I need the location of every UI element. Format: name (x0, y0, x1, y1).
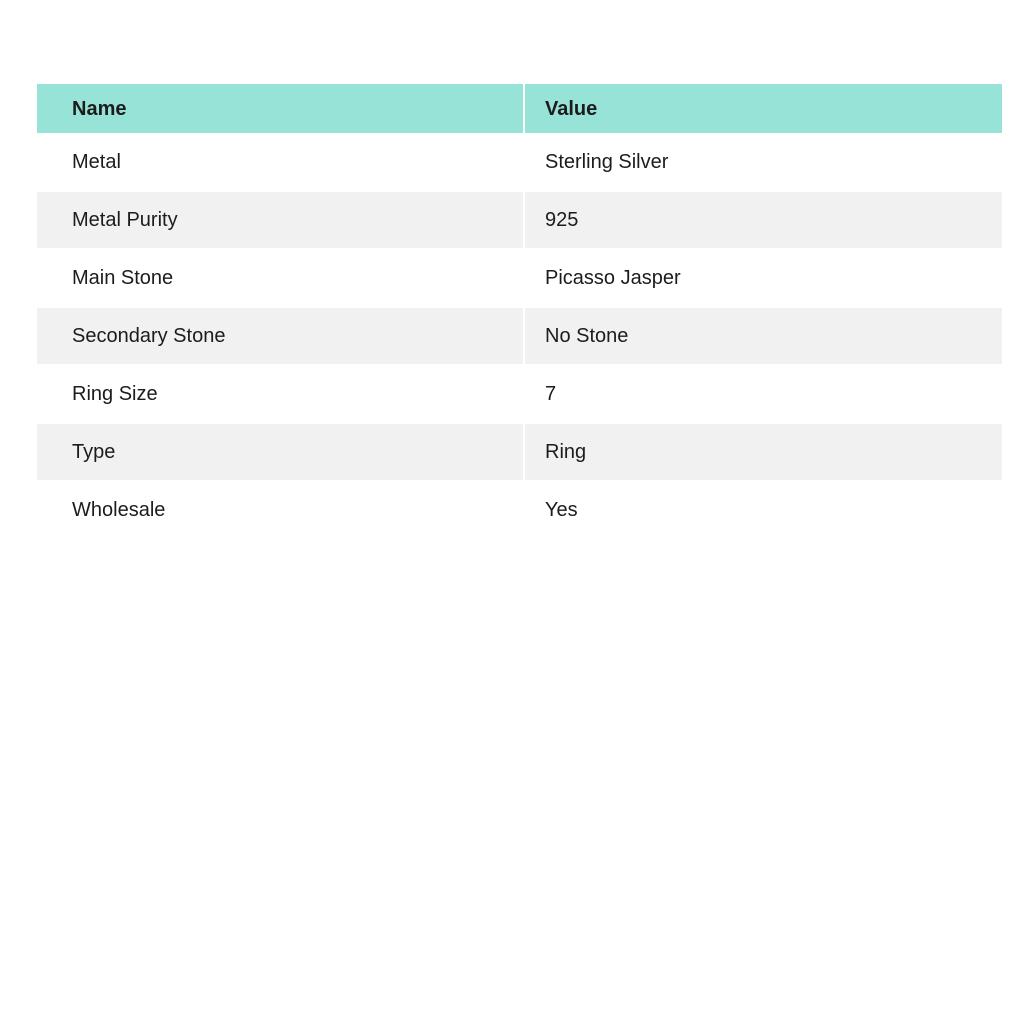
table-row-secondary-stone (37, 307, 1002, 365)
table-header-row (37, 84, 1002, 133)
attribute-name-cell: Ring Size (37, 365, 523, 423)
attribute-name-cell: Metal Purity (37, 191, 523, 249)
attribute-value-cell: 7 (525, 365, 1002, 423)
table-row-metal (37, 133, 1002, 191)
column-header-name: Name (37, 84, 523, 133)
attribute-value-cell: No Stone (525, 307, 1002, 365)
attribute-value-cell: Yes (525, 481, 1002, 539)
table-row-type (37, 423, 1002, 481)
table-row-wholesale (37, 481, 1002, 539)
attribute-value-cell: 925 (525, 191, 1002, 249)
attribute-value-cell: Ring (525, 423, 1002, 481)
attribute-name-cell: Metal (37, 133, 523, 191)
attribute-name-cell: Wholesale (37, 481, 523, 539)
attribute-value-cell: Sterling Silver (525, 133, 1002, 191)
product-attributes-table (37, 84, 1002, 539)
table-row-main-stone (37, 249, 1002, 307)
column-header-value: Value (525, 84, 1002, 133)
attribute-name-cell: Main Stone (37, 249, 523, 307)
attribute-name-cell: Type (37, 423, 523, 481)
table-row-ring-size (37, 365, 1002, 423)
table-row-metal-purity (37, 191, 1002, 249)
attribute-value-cell: Picasso Jasper (525, 249, 1002, 307)
attribute-name-cell: Secondary Stone (37, 307, 523, 365)
